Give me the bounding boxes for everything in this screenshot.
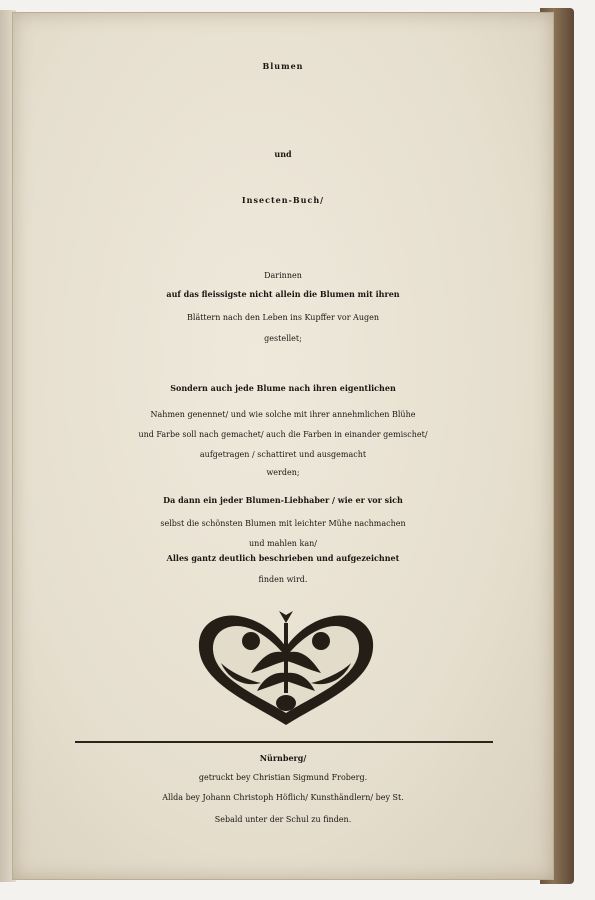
imprint-location: Sebald unter der Schul zu finden. [214,815,352,824]
title-page [12,12,554,880]
desc-line-3: Blättern nach den Leben ins Kupffer vor Augen [187,313,379,322]
desc-line-13: Alles gantz deutlich beschrieben und aufgezeichnet [166,553,400,563]
desc-line-9: werden; [266,468,300,477]
imprint-place: Nürnberg/ [259,753,307,763]
desc-line-14: finden wird. [258,575,308,584]
title-und: und [274,149,292,159]
imprint-printer: getruckt bey Christian Sigmund Froberg. [198,773,368,782]
desc-line-1: Darinnen [264,271,302,280]
title-insecten-buch: Insecten-Buch/ [241,195,325,205]
desc-line-7: und Farbe soll nach gemachet/ auch die Farben in einander gemischet/ [138,430,428,439]
desc-line-10: Da dann ein jeder Blumen-Liebhaber / wie er vor sich [163,495,403,505]
desc-line-11: selbst die schönsten Blumen mit leichter Mühe nachmachen [160,519,406,528]
floral-heart-vignette-icon [191,603,381,733]
desc-line-2: auf das fleissigste nicht allein die Blumen mit ihren [166,289,400,299]
imprint-rule [75,741,493,743]
desc-line-6: Nahmen genennet/ und wie solche mit ihrer annehmlichen Blühe [150,410,416,419]
desc-line-12: und mahlen kan/ [249,539,317,548]
title-blumen: Blumen [262,61,304,71]
desc-line-4: gestellet; [264,334,302,343]
imprint-seller: Allda bey Johann Christoph Höflich/ Kunsthändlern/ bey St. [162,793,404,802]
desc-line-8: aufgetragen / schattiret und ausgemacht [199,450,367,459]
desc-line-5: Sondern auch jede Blume nach ihren eigentlichen [170,383,396,393]
